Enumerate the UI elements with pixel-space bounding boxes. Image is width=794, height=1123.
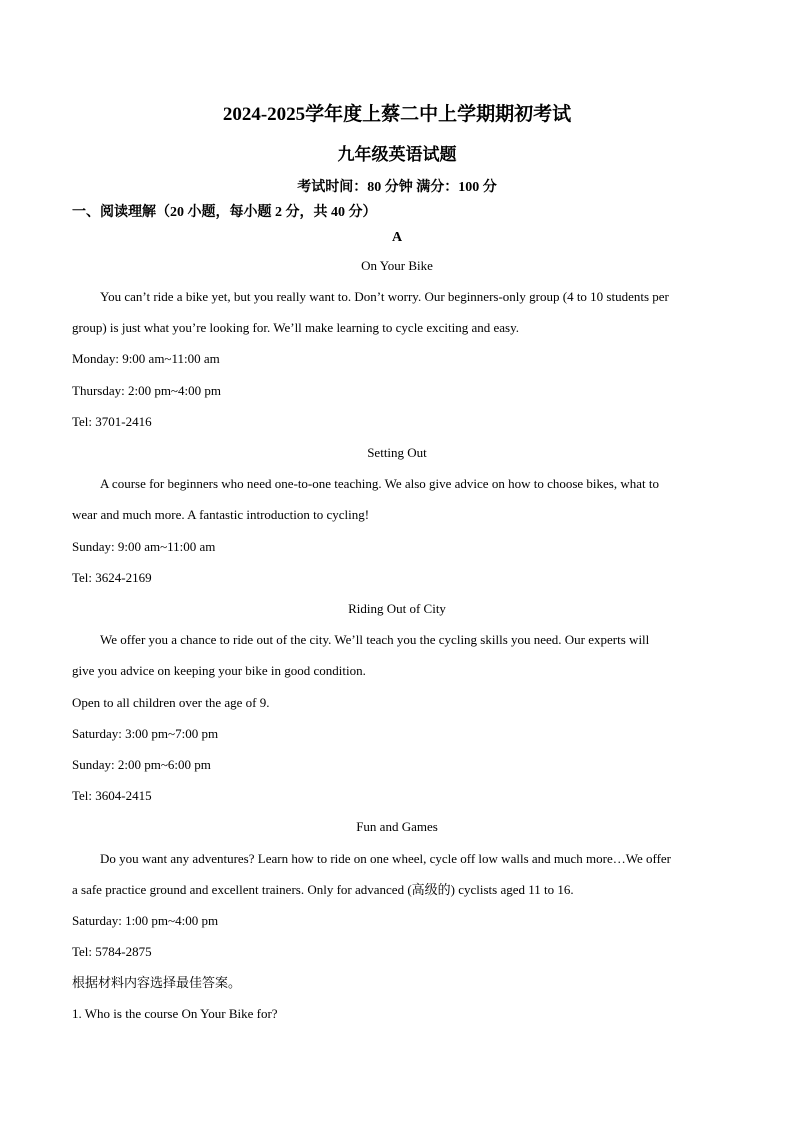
- ad-phone: Tel: 5784-2875: [72, 944, 152, 959]
- ad-paragraph-line: give you advice on keeping your bike in good condition.: [72, 663, 366, 678]
- section-heading: 一、阅读理解（20 小题，每小题 2 分，共 40 分）: [72, 205, 377, 220]
- instruction: 根据材料内容选择最佳答案。: [72, 975, 242, 990]
- exam-title: 2024-2025学年度上蔡二中上学期期初考试: [222, 104, 572, 125]
- ad-phone: Tel: 3624-2169: [72, 570, 152, 585]
- ad-phone: Tel: 3604-2415: [72, 788, 152, 803]
- exam-info: 考试时间：80 分钟 满分：100 分: [297, 180, 497, 195]
- ad-title: On Your Bike: [361, 258, 433, 273]
- ad-schedule: Saturday: 3:00 pm~7:00 pm: [72, 726, 219, 741]
- ad-paragraph-line: a safe practice ground and excellent trainers. Only for advanced (高级的) cyclists aged 11 to 16.: [72, 882, 574, 897]
- exam-subtitle: 九年级英语试题: [337, 145, 457, 164]
- ad-paragraph-line: You can’t ride a bike yet, but you really want to. Don’t worry. Our beginners-only group (4 to 10 students per: [100, 289, 669, 304]
- ad-paragraph-line: We offer you a chance to ride out of the city. We’ll teach you the cycling skills you need. Our experts will: [100, 632, 650, 647]
- ad-paragraph-line: Do you want any adventures? Learn how to ride on one wheel, cycle off low walls and much more…We offer: [100, 851, 672, 866]
- ad-paragraph-line: A course for beginners who need one-to-one teaching. We also give advice on how to choose bikes, what to: [100, 476, 659, 491]
- ad-title: Riding Out of City: [348, 601, 446, 616]
- ad-paragraph-line: wear and much more. A fantastic introduction to cycling!: [72, 507, 370, 522]
- ad-schedule: Sunday: 2:00 pm~6:00 pm: [72, 757, 211, 772]
- question: 1. Who is the course On Your Bike for?: [72, 1006, 278, 1021]
- ad-schedule: Thursday: 2:00 pm~4:00 pm: [72, 383, 221, 398]
- passage-label: A: [391, 230, 403, 245]
- ad-schedule: Monday: 9:00 am~11:00 am: [72, 351, 220, 366]
- ad-title: Setting Out: [367, 445, 427, 460]
- ad-title: Fun and Games: [356, 819, 438, 834]
- ad-schedule: Saturday: 1:00 pm~4:00 pm: [72, 913, 219, 928]
- ad-phone: Tel: 3701-2416: [72, 414, 152, 429]
- ad-eligibility: Open to all children over the age of 9.: [72, 695, 270, 710]
- ad-schedule: Sunday: 9:00 am~11:00 am: [72, 539, 216, 554]
- ad-paragraph-line: group) is just what you’re looking for. We’ll make learning to cycle exciting and easy.: [72, 320, 519, 335]
